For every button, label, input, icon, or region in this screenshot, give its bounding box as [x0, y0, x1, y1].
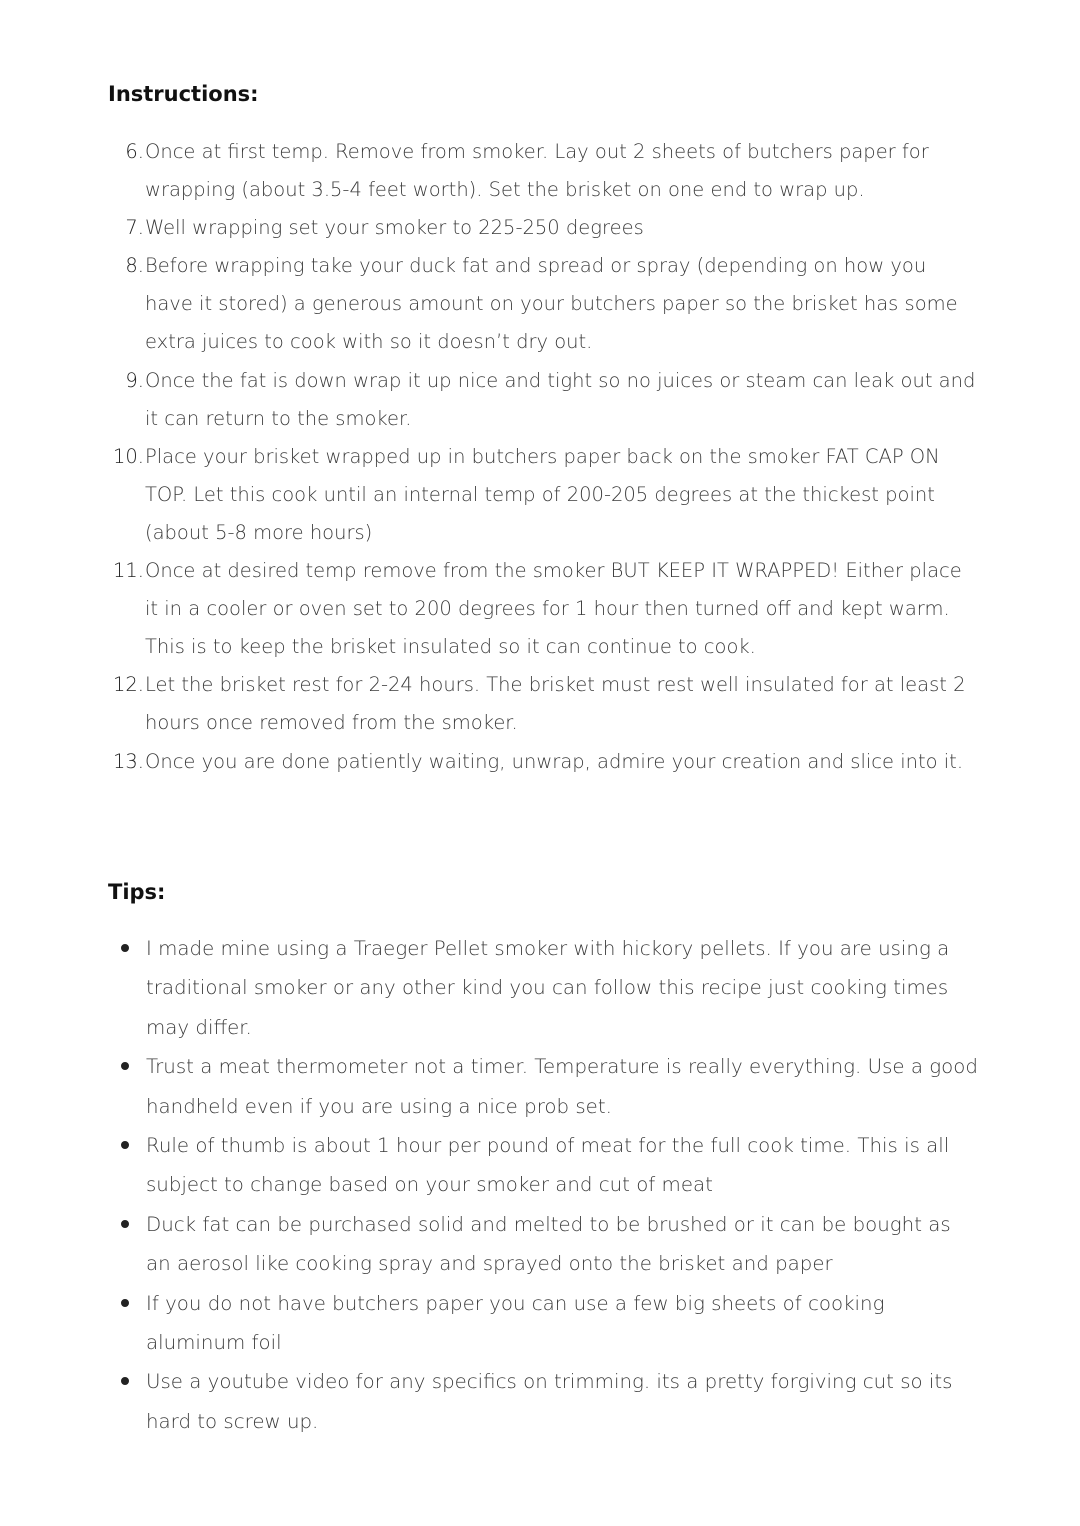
- instructions-heading: Instructions:: [108, 82, 259, 106]
- bullet-icon: [121, 1062, 129, 1070]
- tip-text: I made mine using a Traeger Pellet smoker with hickory pellets. If you are using a traditional smoker or any other kind you can follow this recipe just cooking times may differ.: [146, 937, 950, 1039]
- bullet-icon: [121, 1220, 129, 1228]
- step-text: Let the brisket rest for 2-24 hours. The brisket must rest well insulated for at least 2 hours once removed from the smoker.: [145, 673, 966, 735]
- tip-text: If you do not have butchers paper you can use a few big sheets of cooking aluminum foil: [146, 1291, 885, 1355]
- instruction-step: [0, 552, 1080, 666]
- tips-heading: Tips:: [108, 880, 166, 904]
- step-text: Once at desired temp remove from the smoker BUT KEEP IT WRAPPED! Either place it in a cooler or oven set to 200 degrees for 1 hour then turned off and kept warm. This is to keep the brisket insulated so it can continue to cook.: [145, 559, 962, 659]
- tip-text: Trust a meat thermometer not a timer. Temperature is really everything. Use a good handheld even if you are using a nice prob set.: [146, 1055, 978, 1118]
- step-text: Once you are done patiently waiting, unwrap, admire your creation and slice into it.: [145, 749, 964, 773]
- tip-item: [0, 1362, 1080, 1441]
- instruction-step: [0, 743, 1080, 781]
- tip-text: Use a youtube video for any specifics on trimming. its a pretty forgiving cut so its hard to screw up.: [146, 1370, 953, 1433]
- step-text: Once at first temp. Remove from smoker. Lay out 2 sheets of butchers paper for wrapping (about 3.5-4 feet worth). Set the brisket on one end to wrap up.: [145, 140, 929, 202]
- step-number: 12.: [112, 673, 144, 697]
- step-number: 13.: [112, 749, 144, 773]
- instruction-step: [0, 247, 1080, 361]
- instruction-step: [0, 209, 1080, 247]
- tip-item: [0, 1047, 1080, 1126]
- step-number: 7.: [125, 216, 144, 240]
- step-number: 11.: [112, 559, 144, 583]
- bullet-icon: [121, 1141, 129, 1149]
- step-text: Once the fat is down wrap it up nice and tight so no juices or steam can leak out and it can return to the smoker.: [145, 368, 976, 430]
- tip-text: Duck fat can be purchased solid and melted to be brushed or it can be bought as an aerosol like cooking spray and sprayed onto the brisket and paper: [146, 1212, 951, 1276]
- step-text: Place your brisket wrapped up in butchers paper back on the smoker FAT CAP ON TOP. Let this cook until an internal temp of 200-205 degrees at the thickest point (about 5-8 more hours): [145, 444, 940, 544]
- instruction-step: [0, 438, 1080, 552]
- tip-item: [0, 1284, 1080, 1363]
- instructions-list: [0, 133, 1080, 781]
- instruction-step: [0, 133, 1080, 209]
- step-number: 9.: [125, 368, 144, 392]
- step-number: 6.: [125, 140, 144, 163]
- bullet-icon: [121, 944, 129, 952]
- tip-item: [0, 1205, 1080, 1284]
- tip-item: [0, 929, 1080, 1047]
- tip-item: [0, 1126, 1080, 1205]
- tips-list: [0, 929, 1080, 1441]
- step-number: 8.: [125, 254, 144, 278]
- instruction-step: [0, 666, 1080, 742]
- bullet-icon: [121, 1377, 129, 1385]
- step-text: Before wrapping take your duck fat and spread or spray (depending on how you have it stored) a generous amount on your butchers paper so the brisket has some extra juices to cook with so it doesn’t dry out.: [145, 254, 958, 354]
- tip-text: Rule of thumb is about 1 hour per pound of meat for the full cook time. This is all subject to change based on your smoker and cut of meat: [146, 1134, 950, 1197]
- step-number: 10.: [112, 444, 144, 468]
- instruction-step: [0, 362, 1080, 438]
- bullet-icon: [121, 1299, 129, 1307]
- step-text: Well wrapping set your smoker to 225-250 degrees: [145, 216, 644, 240]
